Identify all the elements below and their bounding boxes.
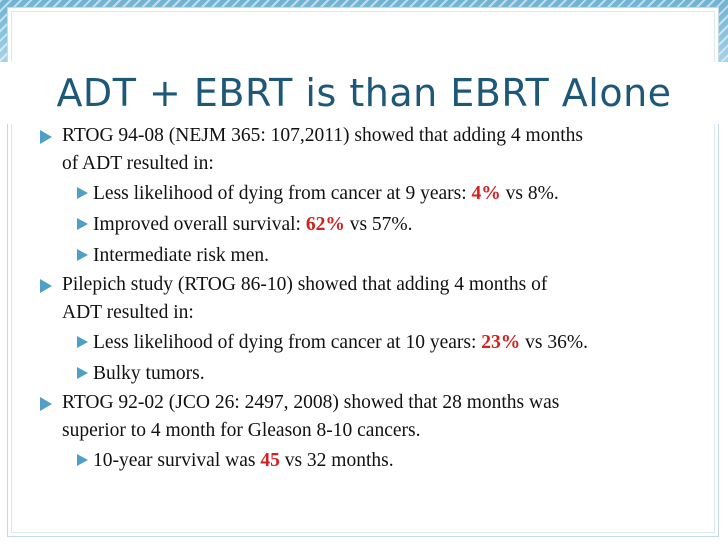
sub-bullet-text: Intermediate risk men. bbox=[93, 245, 269, 266]
sub-bullet-overall-survival bbox=[20, 209, 720, 240]
sub-bullet-text: Less likelihood of dying from cancer at 9 years: bbox=[93, 183, 472, 204]
bullet-text-line2: superior to 4 month for Gleason 8-10 cancers. bbox=[62, 420, 421, 441]
bullet-text-line1: RTOG 94-08 (NEJM 365: 107,2011) showed that adding 4 months bbox=[62, 125, 583, 146]
bullet-arrow-icon bbox=[77, 187, 88, 199]
bullet-arrow-icon bbox=[77, 336, 88, 348]
bullet-text-line2: ADT resulted in: bbox=[62, 302, 194, 323]
sub-bullet-intermediate-risk bbox=[20, 240, 720, 271]
bullet-text-line2: of ADT resulted in: bbox=[62, 153, 214, 174]
bullet-rtog-94-08 bbox=[20, 122, 720, 178]
slide-title: ADT + EBRT is than EBRT Alone bbox=[56, 71, 672, 115]
bullet-arrow-icon bbox=[40, 397, 52, 411]
sub-bullet-cancer-death-10yr bbox=[20, 327, 720, 358]
bullet-arrow-icon bbox=[77, 249, 88, 261]
bullet-arrow-icon bbox=[77, 218, 88, 230]
sub-bullet-10yr-survival bbox=[20, 445, 720, 476]
bullet-rtog-92-02 bbox=[20, 389, 720, 445]
highlight-value: 4% bbox=[471, 183, 501, 204]
sub-bullet-text-after: vs 57%. bbox=[344, 214, 413, 235]
slide-body bbox=[20, 122, 720, 476]
sub-bullet-cancer-death-9yr bbox=[20, 178, 720, 209]
sub-bullet-bulky-tumors bbox=[20, 358, 720, 389]
bullet-arrow-icon bbox=[40, 130, 52, 144]
sub-bullet-text-after: vs 32 months. bbox=[279, 450, 394, 471]
bullet-arrow-icon bbox=[77, 367, 88, 379]
sub-bullet-text-after: vs 36%. bbox=[520, 332, 588, 353]
sub-bullet-text: Bulky tumors. bbox=[93, 363, 205, 384]
sub-bullet-text: Improved overall survival: bbox=[93, 214, 306, 235]
bullet-pilepich-study bbox=[20, 271, 720, 327]
highlight-value: 62% bbox=[305, 214, 345, 235]
sub-bullet-text: 10-year survival was bbox=[93, 450, 261, 471]
sub-bullet-text: Less likelihood of dying from cancer at 10 years: bbox=[93, 332, 482, 353]
sub-bullet-text-after: vs 8%. bbox=[500, 183, 559, 204]
bullet-text-line1: RTOG 92-02 (JCO 26: 2497, 2008) showed that 28 months was bbox=[62, 392, 560, 413]
highlight-value: 45 bbox=[260, 450, 280, 471]
bullet-arrow-icon bbox=[77, 454, 88, 466]
highlight-value: 23% bbox=[481, 332, 521, 353]
bullet-text-line1: Pilepich study (RTOG 86-10) showed that adding 4 months of bbox=[62, 274, 548, 295]
bullet-arrow-icon bbox=[40, 279, 52, 293]
